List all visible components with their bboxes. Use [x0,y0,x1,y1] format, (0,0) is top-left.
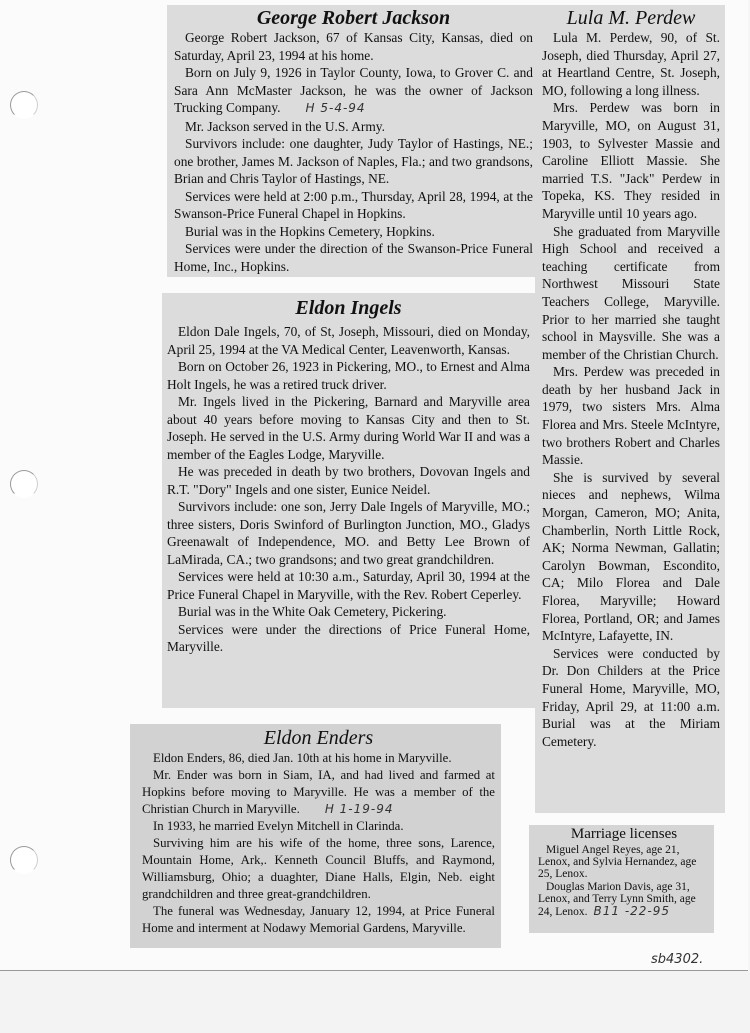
obituary-paragraph: He was preceded in death by two brothers, Dovovan Ingels and R.T. "Dory" Ingels and one sister, Eunice Neidel. [167,464,530,497]
obituary-paragraph: Mrs. Perdew was preceded in death by her husband Jack in 1979, two sisters Mrs. Alma Florea and Mrs. Steele McIntyre, two brothers Robert and Charles Massie. [542,364,720,468]
obituary-paragraph: In 1933, he married Evelyn Mitchell in Clarinda. [153,819,404,833]
obituary-perdew [535,5,725,813]
obituary-paragraph: Born on October 26, 1923 in Pickering, MO., to Ernest and Alma Holt Ingels, he was a retired truck driver. [167,359,530,392]
obituary-paragraph: Survivors include: one daughter, Judy Taylor of Hastings, NE.; one brother, James M. Jackson of Naples, Fla.; and two grandsons, Brian and Chris Taylor of Hastings, NE. [174,136,533,186]
obituary-paragraph: Services were held at 10:30 a.m., Saturday, April 30, 1994 at the Price Funeral Chapel in Maryville, with the Rev. Robert Ceperley. [167,569,530,602]
obituary-title: Eldon Enders [263,727,374,749]
handwritten-note: B11 -22-95 [593,904,671,919]
obituary-paragraph: Services were held at 2:00 p.m., Thursday, April 28, 1994, at the Swanson-Price Funeral Chapel in Hopkins. [174,188,533,221]
license-entry: Miguel Angel Reyes, age 21, Lenox, and Sylvia Hernandez, age 25, Lenox. [538,844,697,881]
binder-hole [10,91,38,119]
scanner-background [0,971,750,1033]
obituary-paragraph: Mrs. Perdew was born in Maryville, MO, on August 31, 1903, to Sylvester Massie and Caroline Elliott Massie. She married T.S. "Jack" Perdew in Topeka, KS. They resided in Maryville until 10 years ago. [542,100,720,221]
obituary-paragraph: Mr. Jackson served in the U.S. Army. [185,118,385,134]
archive-code: sb4302. [651,952,704,967]
obituary-paragraph: Mr. Ingels lived in the Pickering, Barnard and Maryville area about 40 years before moving to Kansas City and then to St. Joseph. He served in the U.S. Army during World War II and was a member of the Eagles Lodge, Maryville. [167,394,530,462]
obituary-paragraph: Burial was in the White Oak Cemetery, Pickering. [178,604,447,619]
obituary-paragraph: Survivors include: one son, Jerry Dale Ingels of Maryville, MO.; three sisters, Doris Swinford of Burlington Junction, MO., Gladys Greenawalt of Independence, MO. and Betty Lee Brown of LaMirada, CA.; two grandsons; and two great grandchildren. [167,499,530,567]
obituary-ingels [162,293,536,708]
obituary-paragraph: Services were under the direction of the Swanson-Price Funeral Home, Inc., Hopkins. [174,241,533,274]
obituary-paragraph: George Robert Jackson, 67 of Kansas City, Kansas, died on Saturday, April 23, 1994 at his home. [174,30,533,63]
obituary-paragraph: Services were under the directions of Price Funeral Home, Maryville. [167,621,530,654]
handwritten-note: H 5-4-94 [305,101,366,115]
license-entry: Douglas Marion Davis, age 31, Lenox, and Terry Lynn Smith, age 24, Lenox. B11 -22-95 [538,880,696,919]
obituary-enders [130,724,501,948]
obituary-paragraph: Born on July 9, 1926 in Taylor County, Iowa, to Grover C. and Sara Ann McMaster Jackson, he was the owner of Jackson Trucking Company. H 5-4-94 [174,64,533,118]
obituary-paragraph: Burial was in the Hopkins Cemetery, Hopkins. [185,223,435,239]
section-heading: Marriage licenses [570,826,678,842]
obituary-paragraph: Lula M. Perdew, 90, of St. Joseph, died Thursday, April 27, at Heartland Centre, St. Joseph, MO, following a long illness. [542,30,720,98]
obituary-title: Eldon Ingels [295,297,402,319]
handwritten-note: H 1-19-94 [324,802,394,816]
obituary-paragraph: Services were conducted by Dr. Don Childers at the Price Funeral Home, Maryville, MO, Friday, April 29, at 11:00 a.m. Burial was at the Miriam Cemetery. [542,645,720,749]
obituary-paragraph: She is survived by several nieces and nephews, Wilma Morgan, Cameron, MO; Anita, Chamberlin, North Little Rock, AK; Norma Newman, Gallatin; Carolyn Bowman, Escondito, CA; Milo Florea and Dale Florea, Maryville; Howard Florea, Portland, OR; and James McIntyre, Lafayette, IN. [542,469,720,644]
obituary-paragraph: Eldon Dale Ingels, 70, of St, Joseph, Missouri, died on Monday, April 25, 1994 at the VA Medical Center, Leavenworth, Kansas. [167,324,530,357]
binder-hole [10,470,38,498]
marriage-licenses-clipping [529,825,714,933]
obituary-paragraph: Mr. Ender was born in Siam, IA, and had lived and farmed at Hopkins before moving to Maryville. He was a member of the Christian Church in Maryville. H 1-19-94 [142,768,495,816]
obituary-paragraph: The funeral was Wednesday, January 12, 1994, at Price Funeral Home and interment at Nodawy Memorial Gardens, Maryville. [142,904,495,935]
obituary-jackson [167,5,539,277]
obituary-title: George Robert Jackson [256,7,451,29]
obituary-paragraph: Surviving him are his wife of the home, three sons, Larence, Mountain Home, Ark,. Kenneth Council Bluffs, and Raymond, Williamsburg, Ohio; a duaghter, Diane Halls, Elgin, Neb. eight grandchildren and three great-grandchildren. [142,836,495,901]
binder-hole [10,846,38,874]
obituary-paragraph: Eldon Enders, 86, died Jan. 10th at his home in Maryville. [153,751,452,765]
obituary-title: Lula M. Perdew [566,7,696,29]
obituary-paragraph: She graduated from Maryville High School and received a teaching certificate from Northwest Missouri State Teachers College, Maryville. Prior to her married she taught school in Maysville. She was a member of the Christian Church. [542,223,720,362]
